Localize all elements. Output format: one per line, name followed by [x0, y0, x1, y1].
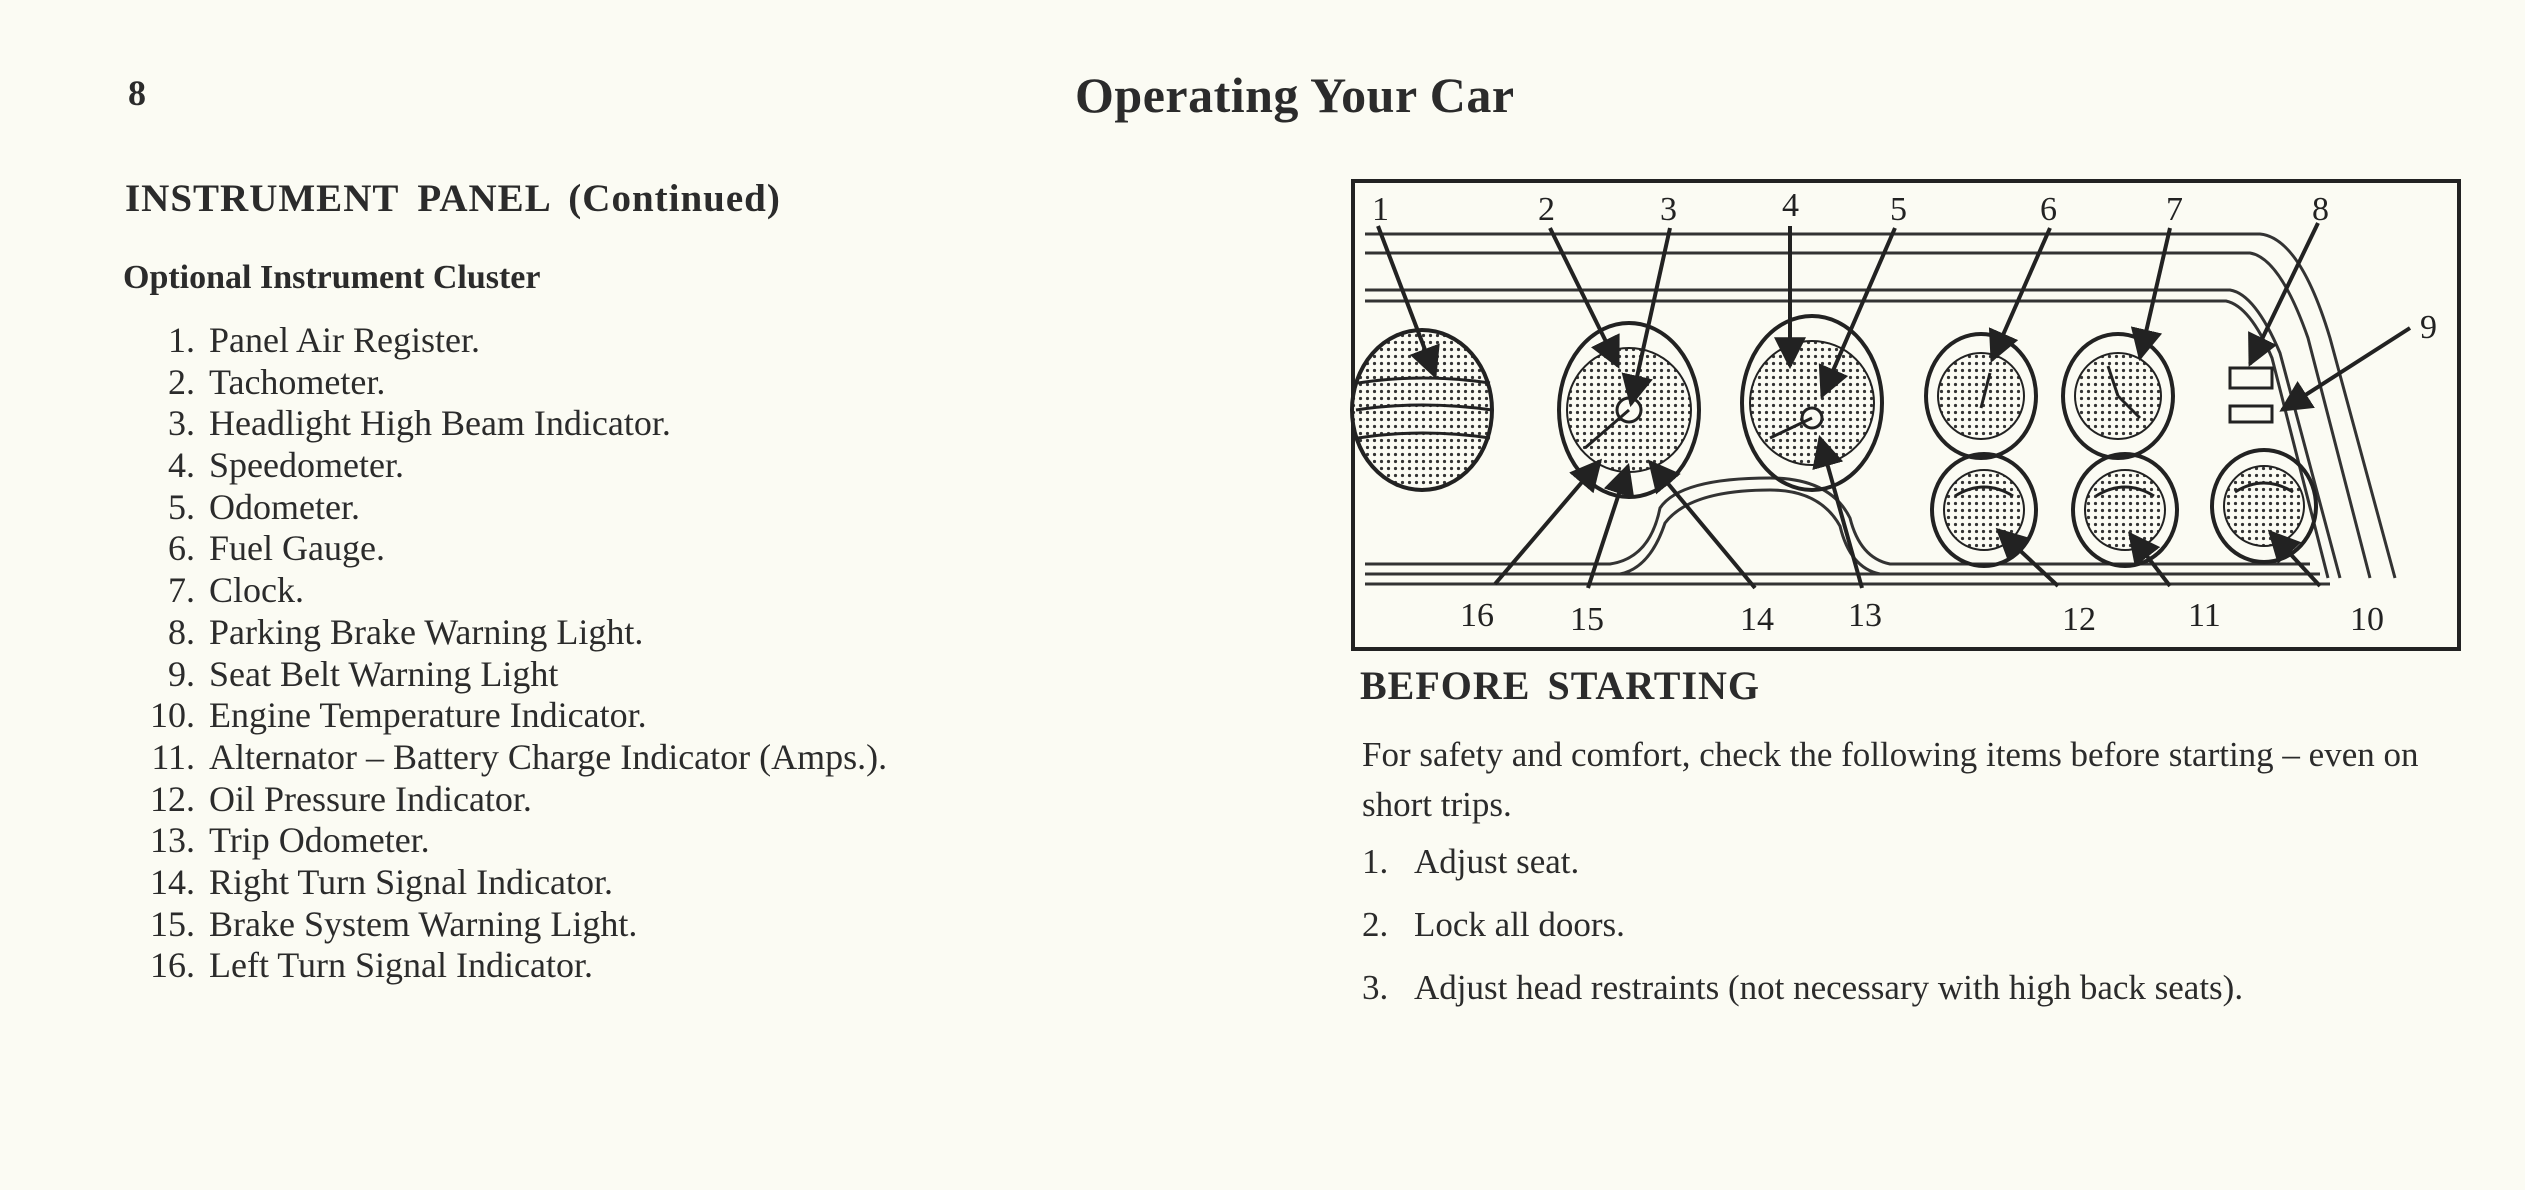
legend-number: 3. [168, 403, 195, 444]
page-number: 8 [128, 73, 146, 113]
legend-text: Trip Odometer. [209, 820, 430, 861]
legend-item [135, 654, 887, 696]
section-heading: INSTRUMENT PANEL (Continued) [125, 177, 781, 220]
tachometer [1559, 323, 1699, 497]
legend-text: Right Turn Signal Indicator. [209, 861, 614, 902]
legend-item [135, 445, 887, 487]
seat-belt-warning-light [2230, 406, 2272, 422]
callout-13: 13 [1848, 597, 1882, 634]
legend-item [135, 487, 887, 529]
legend-text: Oil Pressure Indicator. [209, 778, 532, 819]
legend-item [135, 528, 887, 570]
legend-text: Speedometer. [209, 445, 404, 486]
callout-15: 15 [1570, 601, 1604, 638]
callout-7: 7 [2166, 191, 2183, 228]
air-register [1352, 330, 1492, 490]
legend-number: 9. [168, 653, 195, 694]
callout-8: 8 [2312, 191, 2329, 228]
speedometer [1742, 316, 1882, 490]
legend-number: 1. [168, 320, 195, 360]
legend-number: 11. [151, 736, 195, 777]
step-item [1362, 830, 2243, 893]
legend-item [135, 904, 887, 946]
legend-item [135, 737, 887, 779]
callout-16: 16 [1460, 597, 1494, 634]
engine-temperature-gauge [2212, 450, 2316, 562]
parking-brake-warning-light [2230, 368, 2272, 388]
step-number: 1. [1362, 842, 1389, 881]
legend-number: 13. [150, 820, 195, 861]
before-starting-intro: For safety and comfort, check the following items before starting – even on short trips. [1362, 735, 2419, 824]
callout-12: 12 [2062, 601, 2096, 638]
legend-number: 4. [168, 445, 195, 486]
legend-text: Brake System Warning Light. [209, 903, 638, 944]
legend-text: Clock. [209, 570, 304, 611]
step-text: Lock all doors. [1414, 905, 1625, 944]
figure-frame [1353, 181, 2459, 649]
legend-item [135, 862, 887, 904]
legend-number: 2. [168, 361, 195, 402]
legend-item [135, 695, 887, 737]
callout-9: 9 [2420, 309, 2437, 346]
sub-heading: Optional Instrument Cluster [123, 259, 541, 296]
instrument-cluster-drawing [1350, 178, 2462, 654]
callout-1: 1 [1372, 191, 1389, 228]
legend-text: Parking Brake Warning Light. [209, 611, 644, 652]
callout-10: 10 [2350, 601, 2384, 638]
legend-number: 6. [168, 528, 195, 569]
legend-item [135, 320, 887, 362]
callout-4: 4 [1782, 187, 1799, 224]
legend-item [135, 779, 887, 821]
step-text: Adjust head restraints (not necessary with high back seats). [1414, 968, 2244, 1007]
callout-5: 5 [1890, 191, 1907, 228]
legend-list [135, 320, 887, 987]
legend-text: Left Turn Signal Indicator. [209, 945, 593, 986]
legend-text: Headlight High Beam Indicator. [209, 403, 671, 444]
legend-text: Seat Belt Warning Light [209, 653, 559, 694]
step-item [1362, 956, 2243, 1019]
before-starting-heading: BEFORE STARTING [1360, 663, 1761, 708]
alternator-gauge [2073, 454, 2177, 566]
step-number: 2. [1362, 905, 1389, 944]
legend-number: 7. [168, 570, 195, 611]
legend-text: Odometer. [209, 486, 360, 527]
legend-number: 12. [150, 778, 195, 819]
legend-text: Alternator – Battery Charge Indicator (Amps.). [209, 736, 888, 777]
clock [2063, 334, 2173, 458]
before-starting-steps [1362, 830, 2243, 1019]
callout-14: 14 [1740, 601, 1774, 638]
step-text: Adjust seat. [1414, 842, 1580, 881]
legend-item [135, 945, 887, 987]
callout-3: 3 [1660, 191, 1677, 228]
legend-text: Panel Air Register. [209, 320, 480, 360]
legend-text: Fuel Gauge. [209, 528, 385, 569]
legend-item [135, 403, 887, 445]
legend-number: 15. [150, 903, 195, 944]
step-number: 3. [1362, 968, 1389, 1007]
legend-number: 10. [150, 695, 195, 736]
callout-11: 11 [2188, 597, 2221, 634]
legend-number: 8. [168, 611, 195, 652]
instrument-cluster-figure [1350, 178, 2462, 654]
legend-number: 16. [150, 945, 195, 986]
legend-item [135, 362, 887, 404]
step-item [1362, 893, 2243, 956]
legend-text: Engine Temperature Indicator. [209, 695, 647, 736]
page-title: Operating Your Car [1075, 67, 1515, 123]
callout-2: 2 [1538, 191, 1555, 228]
fuel-gauge [1926, 334, 2036, 458]
legend-item [135, 820, 887, 862]
legend-text: Tachometer. [209, 361, 386, 402]
legend-item [135, 570, 887, 612]
legend-number: 14. [150, 861, 195, 902]
callout-6: 6 [2040, 191, 2057, 228]
legend-number: 5. [168, 486, 195, 527]
legend-item [135, 612, 887, 654]
